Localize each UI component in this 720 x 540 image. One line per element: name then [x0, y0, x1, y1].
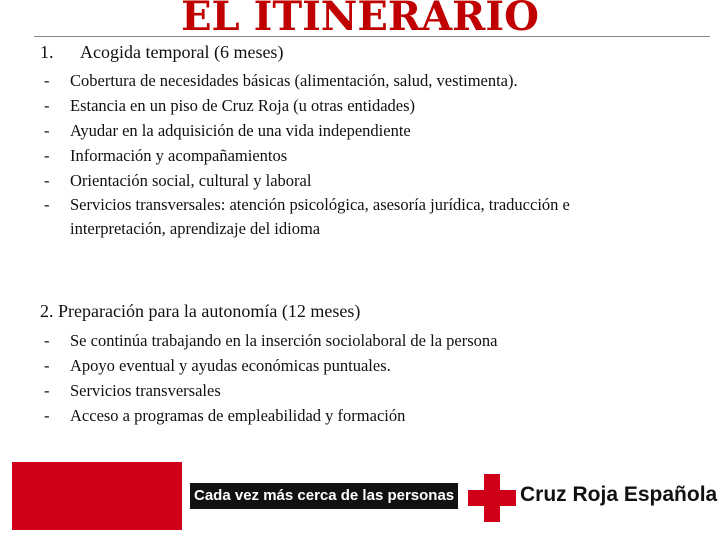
list-item-text: Estancia en un piso de Cruz Roja (u otras entidades) [70, 96, 416, 115]
title-divider [34, 36, 710, 37]
list-item: - Servicios transversales [44, 381, 221, 400]
section-1-title: Acogida temporal (6 meses) [80, 42, 284, 62]
list-item-text: Información y acompañamientos [70, 146, 288, 165]
list-item-text: Se continúa trabajando en la inserción sociolaboral de la persona [70, 331, 498, 350]
section-1-list [40, 68, 640, 241]
list-item: - Cobertura de necesidades básicas (alimentación, salud, vestimenta). [44, 71, 518, 90]
list-item-text: Servicios transversales: atención psicológica, asesoría jurídica, traducción e interpretación, aprendizaje del idioma [70, 195, 570, 238]
list-item: - Información y acompañamientos [44, 146, 288, 165]
list-item: - Se continúa trabajando en la inserción sociolaboral de la persona [44, 331, 498, 350]
list-item-text: Acceso a programas de empleabilidad y formación [70, 406, 406, 425]
list-item: - Servicios transversales: atención psicológica, asesoría jurídica, traducción e interpretación, aprendizaje del idioma [44, 195, 570, 238]
list-item: - Apoyo eventual y ayudas económicas puntuales. [44, 356, 391, 375]
page-title: EL ITINERARIO [181, 0, 539, 40]
section-1-heading [40, 40, 283, 64]
list-item-text: Apoyo eventual y ayudas económicas puntuales. [70, 356, 391, 375]
list-item-text: Ayudar en la adquisición de una vida independiente [70, 121, 411, 140]
list-item: - Acceso a programas de empleabilidad y formación [44, 406, 406, 425]
section-2-heading: 2. Preparación para la autonomía (12 meses) [40, 301, 361, 321]
section-1-number: 1. [40, 42, 54, 62]
cruz-roja-logo [464, 468, 718, 524]
list-item: - Orientación social, cultural y laboral [44, 171, 312, 190]
list-item-text: Cobertura de necesidades básicas (alimentación, salud, vestimenta). [70, 71, 518, 90]
section-2-list [40, 328, 640, 428]
list-item: - Ayudar en la adquisición de una vida independiente [44, 121, 411, 140]
list-item: - Estancia en un piso de Cruz Roja (u otras entidades) [44, 96, 416, 115]
list-item-text: Servicios transversales [70, 381, 221, 400]
banner-slogan: Cada vez más cerca de las personas [190, 483, 458, 509]
red-cross-icon-bar [468, 490, 516, 506]
brand-name: Cruz Roja Española [520, 483, 718, 506]
list-item-text: Orientación social, cultural y laboral [70, 171, 312, 190]
